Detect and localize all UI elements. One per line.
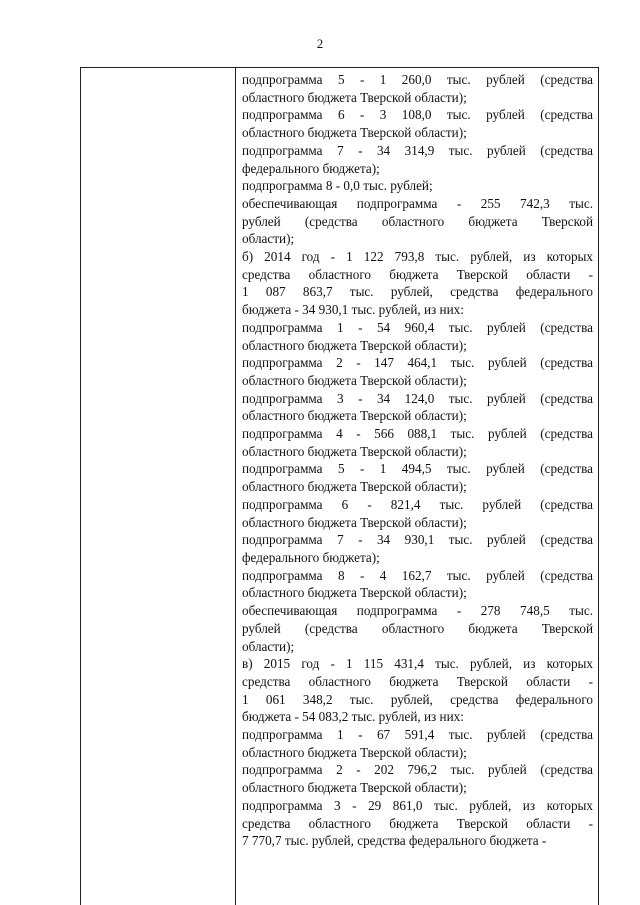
budget-paragraph bbox=[242, 177, 593, 195]
budget-paragraph bbox=[242, 602, 593, 655]
text-line: федерального бюджета); bbox=[242, 549, 380, 565]
text-line: подпрограмма 5 - 1 260,0 тыс. рублей (средства bbox=[242, 72, 593, 87]
text-line: подпрограмма 8 - 0,0 тыс. рублей; bbox=[242, 178, 433, 194]
budget-table bbox=[80, 67, 599, 905]
text-line: рублей (средства областного бюджета Тверской bbox=[242, 213, 593, 229]
budget-paragraph bbox=[242, 726, 593, 761]
text-line: областного бюджета Тверской области); bbox=[242, 408, 467, 424]
text-line: в) 2015 год - 1 115 431,4 тыс. рублей, из которых bbox=[242, 656, 593, 672]
text-line: подпрограмма 1 - 54 960,4 тыс. рублей (средства bbox=[242, 319, 593, 335]
text-line: подпрограмма 7 - 34 930,1 тыс. рублей (средства bbox=[242, 532, 593, 548]
text-line: области); bbox=[242, 231, 295, 247]
text-line: подпрограмма 3 - 29 861,0 тыс. рублей, из которых bbox=[242, 797, 593, 813]
text-line: обеспечивающая подпрограмма - 278 748,5 тыс. bbox=[242, 603, 593, 619]
text-line: подпрограмма 6 - 821,4 тыс. рублей (средства bbox=[242, 496, 593, 512]
text-line: областного бюджета Тверской области); bbox=[242, 89, 467, 105]
text-line: средства областного бюджета Тверской области - bbox=[242, 673, 593, 689]
budget-paragraph bbox=[242, 460, 593, 495]
text-line: 7 770,7 тыс. рублей, средства федерального бюджета - bbox=[242, 833, 547, 849]
budget-paragraph bbox=[242, 655, 593, 726]
budget-paragraph bbox=[242, 496, 593, 531]
budget-paragraph bbox=[242, 248, 593, 319]
table-right-cell bbox=[242, 71, 593, 850]
text-line: бюджета - 34 930,1 тыс. рублей, из них: bbox=[242, 302, 464, 318]
budget-paragraph bbox=[242, 142, 593, 177]
budget-paragraph bbox=[242, 761, 593, 796]
text-line: подпрограмма 6 - 3 108,0 тыс. рублей (средства bbox=[242, 107, 593, 123]
budget-paragraph bbox=[242, 531, 593, 566]
text-line: обеспечивающая подпрограмма - 255 742,3 тыс. bbox=[242, 195, 593, 211]
text-line: 1 061 348,2 тыс. рублей, средства федерального bbox=[242, 691, 593, 707]
text-line: б) 2014 год - 1 122 793,8 тыс. рублей, из которых bbox=[242, 249, 593, 265]
budget-paragraph bbox=[242, 567, 593, 602]
text-line: подпрограмма 2 - 147 464,1 тыс. рублей (средства bbox=[242, 355, 593, 371]
text-line: подпрограмма 1 - 67 591,4 тыс. рублей (средства bbox=[242, 727, 593, 743]
page-number: 2 bbox=[316, 36, 324, 51]
text-line: средства областного бюджета Тверской области - bbox=[242, 266, 593, 282]
text-line: областного бюджета Тверской области); bbox=[242, 372, 467, 388]
budget-paragraph bbox=[242, 354, 593, 389]
budget-paragraph bbox=[242, 390, 593, 425]
budget-paragraph bbox=[242, 319, 593, 354]
text-line: подпрограмма 5 - 1 494,5 тыс. рублей (средства bbox=[242, 461, 593, 477]
text-line: 1 087 863,7 тыс. рублей, средства федерального bbox=[242, 284, 593, 300]
text-line: области); bbox=[242, 638, 295, 654]
text-line: областного бюджета Тверской области); bbox=[242, 780, 467, 796]
text-line: бюджета - 54 083,2 тыс. рублей, из них: bbox=[242, 709, 464, 725]
text-line: областного бюджета Тверской области); bbox=[242, 479, 467, 495]
text-line: федерального бюджета); bbox=[242, 160, 380, 176]
text-line: областного бюджета Тверской области); bbox=[242, 585, 467, 601]
budget-paragraph bbox=[242, 106, 593, 141]
text-line: областного бюджета Тверской области); bbox=[242, 744, 467, 760]
text-line: областного бюджета Тверской области); bbox=[242, 125, 467, 141]
budget-paragraph bbox=[242, 71, 593, 106]
text-line: подпрограмма 3 - 34 124,0 тыс. рублей (средства bbox=[242, 390, 593, 406]
text-line: областного бюджета Тверской области); bbox=[242, 514, 467, 530]
text-line: подпрограмма 8 - 4 162,7 тыс. рублей (средства bbox=[242, 567, 593, 583]
text-line: областного бюджета Тверской области); bbox=[242, 337, 467, 353]
budget-paragraph bbox=[242, 797, 593, 850]
budget-paragraph bbox=[242, 425, 593, 460]
table-left-cell bbox=[81, 68, 235, 905]
text-line: подпрограмма 4 - 566 088,1 тыс. рублей (средства bbox=[242, 426, 593, 442]
text-line: средства областного бюджета Тверской области - bbox=[242, 815, 593, 831]
text-line: областного бюджета Тверской области); bbox=[242, 443, 467, 459]
column-divider bbox=[235, 68, 236, 905]
text-line: подпрограмма 7 - 34 314,9 тыс. рублей (средства bbox=[242, 142, 593, 158]
budget-paragraph bbox=[242, 195, 593, 248]
text-line: подпрограмма 2 - 202 796,2 тыс. рублей (средства bbox=[242, 762, 593, 778]
text-line: рублей (средства областного бюджета Тверской bbox=[242, 620, 593, 636]
